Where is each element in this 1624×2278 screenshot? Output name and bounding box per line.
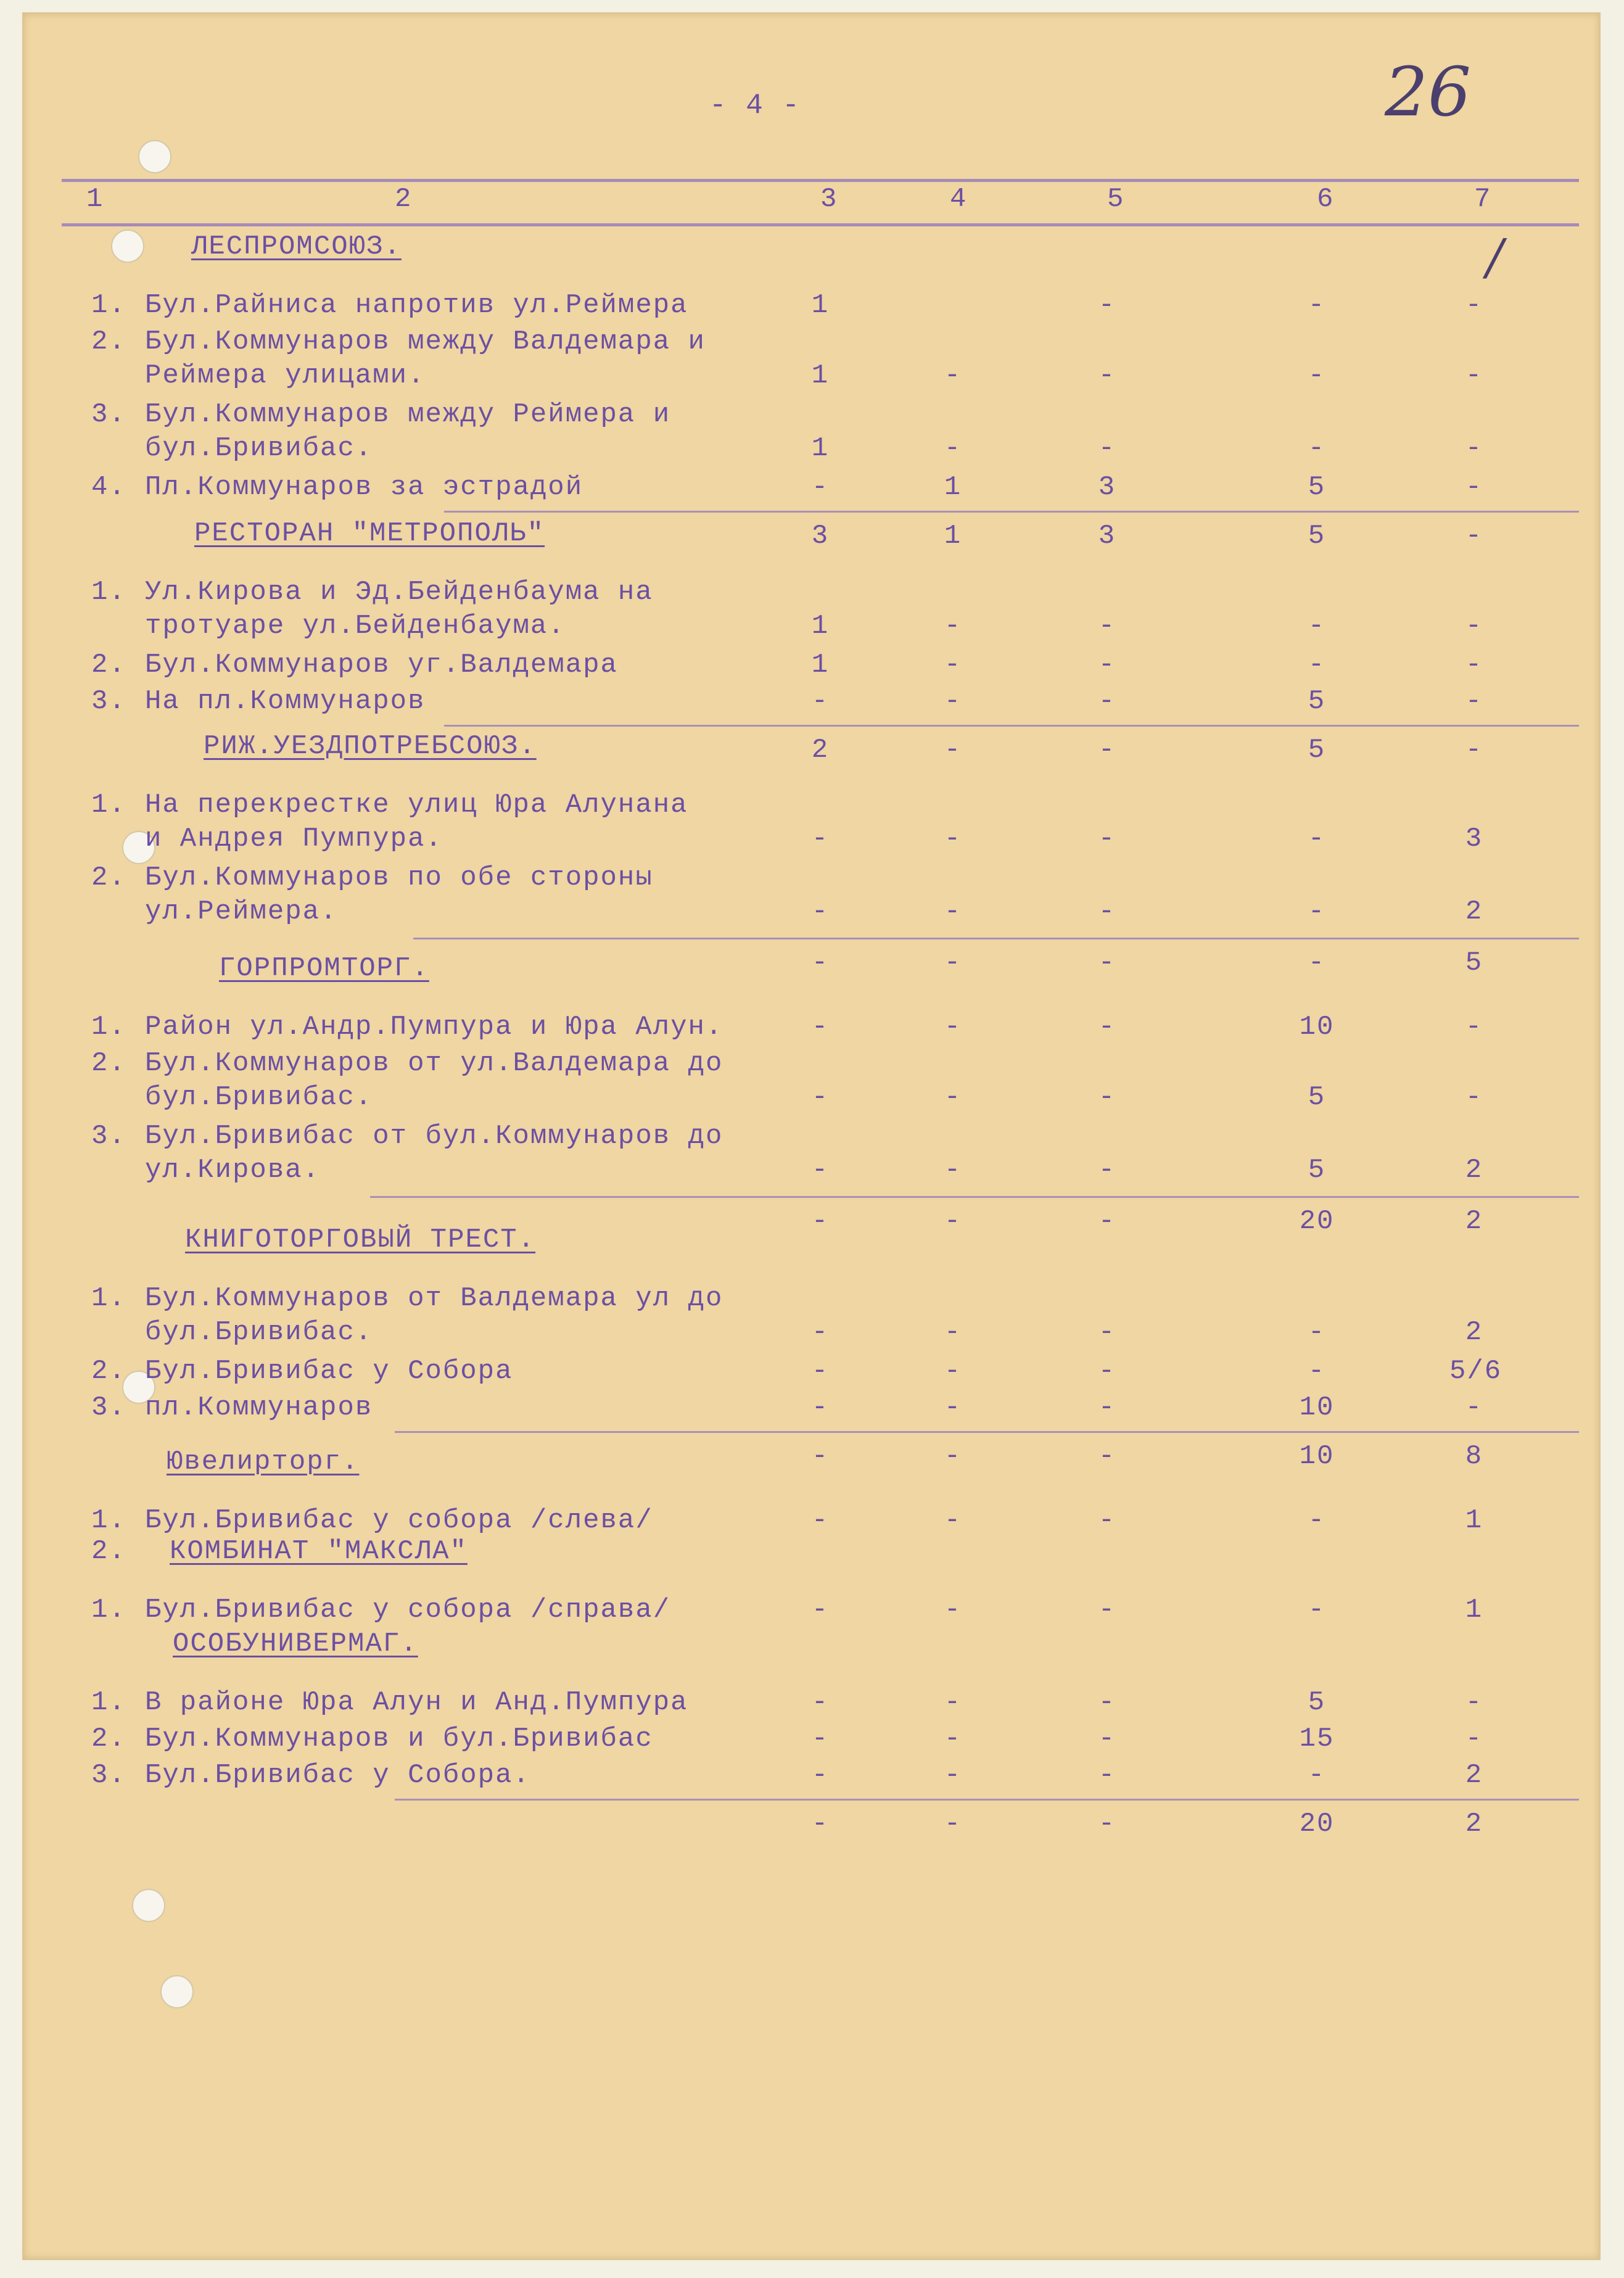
total-c4: - [944, 1809, 962, 1839]
row-number: 2. [91, 650, 126, 680]
total-c5: - [1098, 1206, 1116, 1237]
total-c7: 2 [1465, 1809, 1483, 1839]
cell-c7: - [1465, 1392, 1483, 1423]
cell-c7: - [1465, 1723, 1483, 1754]
row-description: Бул.Коммунаров уг.Валдемара [145, 650, 618, 680]
row-number: 1. [91, 1687, 126, 1718]
row-description: ул.Реймера. [145, 896, 338, 927]
cell-c5: - [1098, 1317, 1116, 1348]
row-number: 1. [91, 1012, 126, 1042]
section-number: 2. [91, 1536, 126, 1567]
row-description: бул.Бривибас. [145, 1317, 373, 1348]
cell-c7: - [1465, 611, 1483, 642]
cell-c3: - [811, 1505, 830, 1536]
cell-c3: - [811, 1356, 830, 1387]
total-c6: 20 [1299, 1809, 1335, 1839]
cell-c4: - [944, 1012, 962, 1042]
cell-c7: 3 [1465, 823, 1483, 854]
row-description: Бул.Коммунаров и бул.Бривибас [145, 1723, 653, 1754]
row-description: тротуаре ул.Бейденбаума. [145, 611, 566, 642]
cell-c4: - [944, 1082, 962, 1113]
cell-c5: - [1098, 823, 1116, 854]
cell-c7: - [1465, 472, 1483, 503]
row-description: Бул.Коммунаров по обе стороны [145, 862, 653, 893]
row-description: Бул.Бривибас у Собора [145, 1356, 513, 1387]
row-description: В районе Юра Алун и Анд.Пумпура [145, 1687, 688, 1718]
cell-c4: - [944, 611, 962, 642]
column-header-3: 3 [820, 184, 838, 215]
row-number: 2. [91, 1356, 126, 1387]
column-header-1: 1 [86, 184, 104, 215]
row-number: 2. [91, 326, 126, 357]
cell-c6: - [1308, 360, 1326, 391]
total-c6: 20 [1299, 1206, 1335, 1237]
cell-c4: - [944, 1505, 962, 1536]
cell-c4: - [944, 1392, 962, 1423]
cell-c7: - [1465, 650, 1483, 680]
handwritten-folio-number: 26 [1385, 52, 1471, 131]
row-description: Бул.Коммунаров от ул.Валдемара до [145, 1048, 723, 1079]
cell-c4: - [944, 1723, 962, 1754]
row-description: На перекрестке улиц Юра Алунана [145, 790, 688, 820]
total-rule [395, 1431, 1579, 1433]
cell-c3: 1 [811, 650, 830, 680]
total-c3: - [811, 1809, 830, 1839]
cell-c3: 1 [811, 360, 830, 391]
cell-c3: - [811, 1155, 830, 1186]
cell-c5: - [1098, 1687, 1116, 1718]
total-c7: 5 [1465, 947, 1483, 978]
cell-c6: - [1308, 1356, 1326, 1387]
header-top-rule [62, 179, 1579, 182]
cell-c5: 3 [1098, 472, 1116, 503]
row-description: Бул.Райниса напротив ул.Реймера [145, 290, 688, 321]
cell-c5: - [1098, 360, 1116, 391]
cell-c3: - [811, 1082, 830, 1113]
section-title: РИЖ.УЕЗДПОТРЕБСОЮЗ. [204, 731, 537, 762]
row-description: Бул.Бривибас у Собора. [145, 1760, 530, 1791]
cell-c6: - [1308, 1760, 1326, 1791]
cell-c7: 5/6 [1449, 1356, 1502, 1387]
row-description: На пл.Коммунаров [145, 686, 426, 717]
cell-c5: - [1098, 1012, 1116, 1042]
cell-c4: - [944, 1155, 962, 1186]
cell-c4: 1 [944, 472, 962, 503]
cell-c6: 5 [1308, 1082, 1326, 1113]
cell-c3: - [811, 686, 830, 717]
row-description: и Андрея Пумпура. [145, 823, 443, 854]
total-rule [444, 511, 1579, 513]
cell-c4: - [944, 1595, 962, 1625]
total-c4: - [944, 947, 962, 978]
row-description: Реймера улицами. [145, 360, 426, 391]
column-header-5: 5 [1107, 184, 1125, 215]
cell-c4: - [944, 823, 962, 854]
cell-c3: - [811, 1687, 830, 1718]
column-header-7: 7 [1474, 184, 1492, 215]
cell-c6: 5 [1308, 686, 1326, 717]
row-number: 3. [91, 1121, 126, 1152]
row-description: бул.Бривибас. [145, 433, 373, 464]
section-title: КОМБИНАТ "МАКСЛА" [170, 1536, 468, 1567]
cell-c7: 1 [1465, 1595, 1483, 1625]
cell-c6: - [1308, 433, 1326, 464]
handwritten-tick: / [1486, 228, 1503, 286]
section-title: КНИГОТОРГОВЫЙ ТРЕСТ. [185, 1224, 536, 1255]
row-number: 1. [91, 1595, 126, 1625]
cell-c7: - [1465, 290, 1483, 321]
column-header-6: 6 [1317, 184, 1335, 215]
row-description: бул.Бривибас. [145, 1082, 373, 1113]
cell-c4: - [944, 433, 962, 464]
cell-c3: - [811, 1392, 830, 1423]
cell-c3: - [811, 1317, 830, 1348]
cell-c4: - [944, 1356, 962, 1387]
cell-c6: - [1308, 1595, 1326, 1625]
total-c7: 8 [1465, 1441, 1483, 1472]
row-number: 1. [91, 790, 126, 820]
cell-c3: 1 [811, 611, 830, 642]
cell-c5: - [1098, 1155, 1116, 1186]
total-c5: - [1098, 1441, 1116, 1472]
total-rule [444, 725, 1579, 727]
cell-c3: 1 [811, 290, 830, 321]
section-title: ЛЕСПРОМСОЮЗ. [191, 231, 402, 262]
column-header-4: 4 [950, 184, 968, 215]
total-c3: 3 [811, 521, 830, 551]
row-number: 3. [91, 1760, 126, 1791]
cell-c3: 1 [811, 433, 830, 464]
total-c6: 10 [1299, 1441, 1335, 1472]
cell-c6: - [1308, 1505, 1326, 1536]
total-c5: - [1098, 1809, 1116, 1839]
header-bottom-rule [62, 223, 1579, 226]
row-number: 3. [91, 399, 126, 430]
cell-c4: - [944, 1760, 962, 1791]
row-number: 1. [91, 1283, 126, 1314]
cell-c4: - [944, 1317, 962, 1348]
row-number: 2. [91, 1723, 126, 1754]
total-c4: - [944, 1441, 962, 1472]
cell-c7: - [1465, 686, 1483, 717]
total-c7: - [1465, 735, 1483, 766]
row-number: 3. [91, 1392, 126, 1423]
cell-c6: 10 [1299, 1012, 1335, 1042]
cell-c7: - [1465, 433, 1483, 464]
page-marker: - 4 - [709, 89, 801, 122]
cell-c4: - [944, 896, 962, 927]
row-description: Бул.Бривибас от бул.Коммунаров до [145, 1121, 723, 1152]
cell-c5: - [1098, 896, 1116, 927]
row-number: 2. [91, 862, 126, 893]
cell-c4: - [944, 686, 962, 717]
cell-c6: 5 [1308, 1687, 1326, 1718]
row-number: 1. [91, 290, 126, 321]
total-c3: 2 [811, 735, 830, 766]
total-c5: - [1098, 947, 1116, 978]
cell-c6: 10 [1299, 1392, 1335, 1423]
row-description: пл.Коммунаров [145, 1392, 373, 1423]
cell-c5: - [1098, 1723, 1116, 1754]
cell-c4: - [944, 360, 962, 391]
row-description: Бул.Коммунаров между Валдемара и [145, 326, 706, 357]
total-c7: 2 [1465, 1206, 1483, 1237]
section-title: РЕСТОРАН "МЕТРОПОЛЬ" [194, 518, 545, 549]
cell-c4: - [944, 1687, 962, 1718]
cell-c5: - [1098, 1760, 1116, 1791]
cell-c5: - [1098, 433, 1116, 464]
total-c4: - [944, 735, 962, 766]
cell-c6: - [1308, 650, 1326, 680]
cell-c7: - [1465, 1082, 1483, 1113]
cell-c7: 1 [1465, 1505, 1483, 1536]
total-c3: - [811, 1206, 830, 1237]
cell-c5: - [1098, 686, 1116, 717]
cell-c4: - [944, 650, 962, 680]
cell-c7: - [1465, 360, 1483, 391]
row-number: 2. [91, 1048, 126, 1079]
cell-c3: - [811, 472, 830, 503]
section-title: ГОРПРОМТОРГ. [219, 953, 429, 984]
cell-c6: 15 [1299, 1723, 1335, 1754]
punch-hole [160, 1975, 194, 2008]
cell-c5: - [1098, 1082, 1116, 1113]
total-c6: 5 [1308, 735, 1326, 766]
cell-c7: 2 [1465, 1760, 1483, 1791]
row-description: Бул.Коммунаров между Реймера и [145, 399, 671, 430]
row-description: ул.Кирова. [145, 1155, 321, 1186]
cell-c5: - [1098, 1356, 1116, 1387]
total-c6: 5 [1308, 521, 1326, 551]
cell-c3: - [811, 823, 830, 854]
punch-hole [132, 1889, 165, 1922]
cell-c6: 5 [1308, 472, 1326, 503]
cell-c5: - [1098, 1505, 1116, 1536]
total-c6: - [1308, 947, 1326, 978]
row-description: Пл.Коммунаров за эстрадой [145, 472, 583, 503]
total-c5: 3 [1098, 521, 1116, 551]
row-description: Бул.Бривибас у собора /слева/ [145, 1505, 653, 1536]
column-header-2: 2 [395, 184, 413, 215]
cell-c5: - [1098, 1595, 1116, 1625]
cell-c5: - [1098, 1392, 1116, 1423]
cell-c6: 5 [1308, 1155, 1326, 1186]
cell-c3: - [811, 1595, 830, 1625]
cell-c3: - [811, 1012, 830, 1042]
row-number: 4. [91, 472, 126, 503]
section-title: Ювелирторг. [167, 1446, 360, 1477]
punch-hole [138, 140, 171, 173]
total-rule [413, 938, 1579, 939]
cell-c7: 2 [1465, 896, 1483, 927]
total-c4: 1 [944, 521, 962, 551]
cell-c6: - [1308, 611, 1326, 642]
punch-hole [111, 229, 144, 263]
cell-c3: - [811, 896, 830, 927]
cell-c5: - [1098, 650, 1116, 680]
cell-c3: - [811, 1723, 830, 1754]
cell-c6: - [1308, 823, 1326, 854]
total-c4: - [944, 1206, 962, 1237]
total-c3: - [811, 1441, 830, 1472]
total-c5: - [1098, 735, 1116, 766]
row-description: Ул.Кирова и Эд.Бейденбаума на [145, 577, 653, 608]
row-description: Бул.Бривибас у собора /справа/ [145, 1595, 671, 1625]
cell-c7: 2 [1465, 1317, 1483, 1348]
cell-c5: - [1098, 611, 1116, 642]
cell-c7: 2 [1465, 1155, 1483, 1186]
cell-c7: - [1465, 1687, 1483, 1718]
row-number: 1. [91, 1505, 126, 1536]
total-rule [370, 1196, 1579, 1198]
total-c3: - [811, 947, 830, 978]
row-number: 1. [91, 577, 126, 608]
cell-c6: - [1308, 896, 1326, 927]
total-c7: - [1465, 521, 1483, 551]
total-rule [395, 1799, 1579, 1801]
section-title: ОСОБУНИВЕРМАГ. [173, 1628, 418, 1659]
cell-c3: - [811, 1760, 830, 1791]
cell-c6: - [1308, 1317, 1326, 1348]
cell-c7: - [1465, 1012, 1483, 1042]
row-description: Бул.Коммунаров от Валдемара ул до [145, 1283, 723, 1314]
row-number: 3. [91, 686, 126, 717]
cell-c5: - [1098, 290, 1116, 321]
cell-c6: - [1308, 290, 1326, 321]
row-description: Район ул.Андр.Пумпура и Юра Алун. [145, 1012, 723, 1042]
